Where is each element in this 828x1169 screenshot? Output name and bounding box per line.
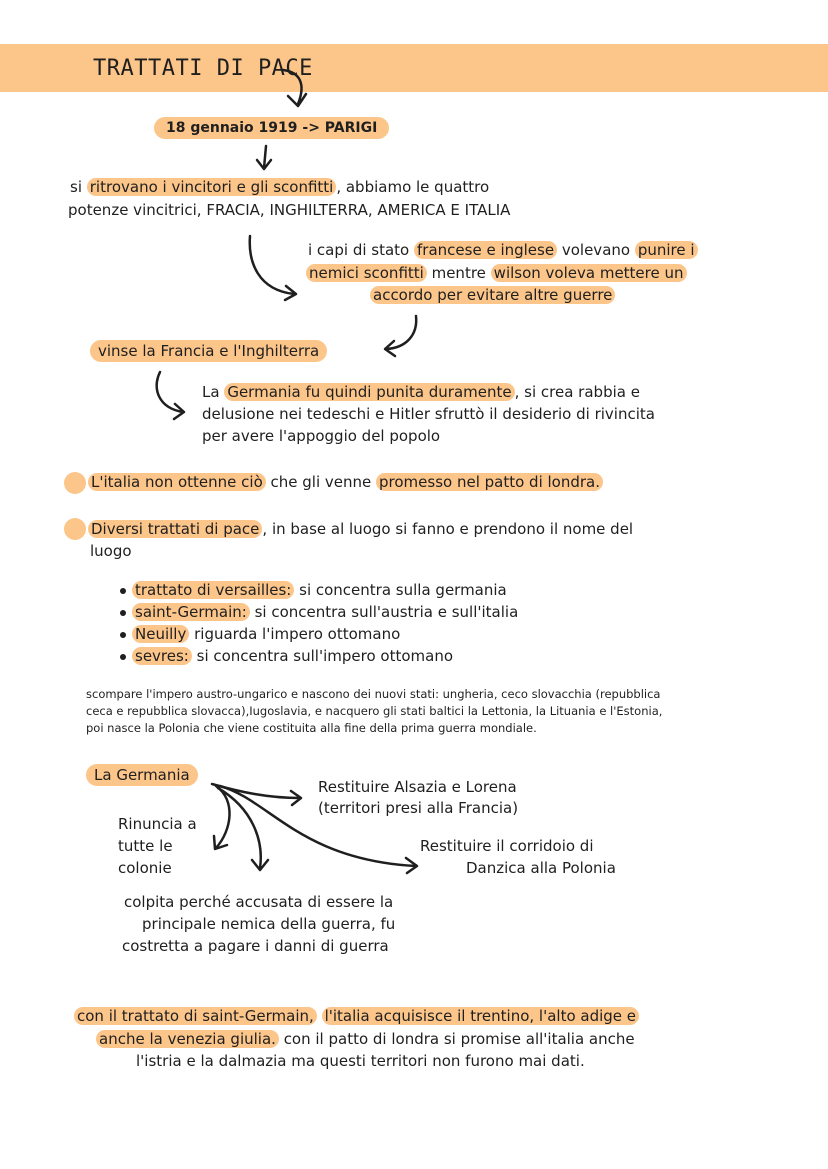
scompare-line-2: ceca e repubblica slovacca),Iugoslavia, e nacquero gli stati baltici la Lettonia, la Lituania e l'Estonia, [86, 704, 663, 718]
capi-hl-francese: francese e inglese [414, 241, 557, 259]
date-label: 18 gennaio 1919 -> PARIGI [154, 117, 389, 139]
capi-hl-accordo: accordo per evitare altre guerre [370, 286, 615, 304]
danzica-line-2: Danzica alla Polonia [466, 859, 616, 877]
treaty-name: saint-Germain: [132, 603, 250, 621]
final-line-2 [96, 1028, 635, 1050]
danzica-line-1: Restituire il corridoio di [420, 837, 594, 855]
final-line-1 [74, 1005, 639, 1027]
intro-prefix: si [70, 178, 87, 196]
diversi-hl: Diversi trattati di pace [88, 520, 262, 538]
colpita-line-1: colpita perché accusata di essere la [124, 893, 394, 911]
treaty-name: Neuilly [132, 625, 189, 643]
intro-suffix: , abbiamo le quattro [336, 178, 490, 196]
final-hl-2: l'italia acquisisce il trentino, l'alto adige e [322, 1007, 639, 1025]
intro-to-capi-arrow [250, 236, 296, 300]
treaty-desc: si concentra sulla germania [294, 581, 507, 599]
treaty-desc: riguarda l'impero ottomano [189, 625, 401, 643]
colonie-line-1: Rinuncia a [118, 815, 197, 833]
colpita-line-2: principale nemica della guerra, fu [142, 915, 396, 933]
scompare-line-1: scompare l'impero austro-ungarico e nascono dei nuovi stati: ungheria, ceco slovacchia (repubblica [86, 687, 661, 701]
capi-hl-nemici: nemici sconfitti [306, 264, 427, 282]
treaty-name: trattato di versailles: [132, 581, 294, 599]
germania-text: La [202, 383, 225, 401]
capi-line-3 [370, 284, 615, 306]
capi-to-vinse-arrow [385, 316, 416, 356]
diversi-line-1 [88, 518, 633, 540]
capi-line-1 [308, 239, 698, 261]
capi-hl-punire: punire i [635, 241, 698, 259]
treaty-desc: si concentra sull'impero ottomano [191, 647, 453, 665]
treaty-item [120, 623, 400, 645]
vinse-label: vinse la Francia e l'Inghilterra [90, 340, 327, 362]
intro-line-1 [70, 176, 489, 198]
germ-to-colpita-arrow [218, 788, 268, 870]
treaty-item [120, 601, 518, 623]
italia-hl-1: L'italia non ottenne ciò [88, 473, 266, 491]
capi-text: volevano [557, 241, 635, 259]
intro-highlight: ritrovano i vincitori e gli sconfitti [87, 178, 337, 196]
germania-line-2: delusione nei tedeschi e Hitler sfruttò il desiderio di rivincita [202, 405, 655, 423]
germania-hl: Germania fu quindi punita duramente [224, 383, 514, 401]
treaty-name: sevres: [132, 647, 192, 665]
list-bullet [120, 632, 126, 638]
colonie-line-2: tutte le [118, 837, 173, 855]
capi-text: mentre [426, 264, 491, 282]
list-bullet [120, 588, 126, 594]
italia-line [88, 471, 603, 493]
diversi-line-2: luogo [90, 542, 132, 560]
italia-text: che gli venne [265, 473, 377, 491]
alsazia-line-1: Restituire Alsazia e Lorena [318, 778, 517, 796]
final-text: con il patto di londra si promise all'italia anche [278, 1030, 635, 1048]
page-title: TRATTATI DI PACE [93, 56, 313, 81]
treaty-desc: si concentra sull'austria e sull'italia [249, 603, 519, 621]
intro-line-2: potenze vincitrici, FRACIA, INGHILTERRA, AMERICA E ITALIA [68, 201, 511, 219]
final-hl-1: con il trattato di saint-Germain, [74, 1007, 317, 1025]
list-bullet [120, 610, 126, 616]
germania-map-title: La Germania [86, 764, 198, 786]
list-bullet [120, 654, 126, 660]
date-down-arrow [257, 146, 271, 169]
vinse-to-germania-arrow [157, 372, 184, 419]
title-arrow [283, 70, 306, 106]
germania-line-3: per avere l'appoggio del popolo [202, 427, 441, 445]
capi-line-2 [306, 262, 687, 284]
final-line-3: l'istria e la dalmazia ma questi territori non furono mai dati. [136, 1052, 585, 1070]
germania-line-1 [202, 381, 640, 403]
final-text [317, 1007, 322, 1025]
treaty-item [120, 579, 507, 601]
bullet-dot [64, 518, 86, 540]
capi-hl-wilson: wilson voleva mettere un [491, 264, 687, 282]
treaty-item [120, 645, 453, 667]
germania-text: , si crea rabbia e [514, 383, 640, 401]
diversi-text: , in base al luogo si fanno e prendono il nome del [262, 520, 634, 538]
scompare-line-3: poi nasce la Polonia che viene costituita alla fine della prima guerra mondiale. [86, 721, 537, 735]
alsazia-line-2: (territori presi alla Francia) [318, 799, 519, 817]
capi-text: i capi di stato [308, 241, 415, 259]
colonie-line-3: colonie [118, 859, 172, 877]
colpita-line-3: costretta a pagare i danni di guerra [122, 937, 389, 955]
italia-hl-2: promesso nel patto di londra. [376, 473, 603, 491]
bullet-dot [64, 472, 86, 494]
final-hl-3: anche la venezia giulia. [96, 1030, 279, 1048]
